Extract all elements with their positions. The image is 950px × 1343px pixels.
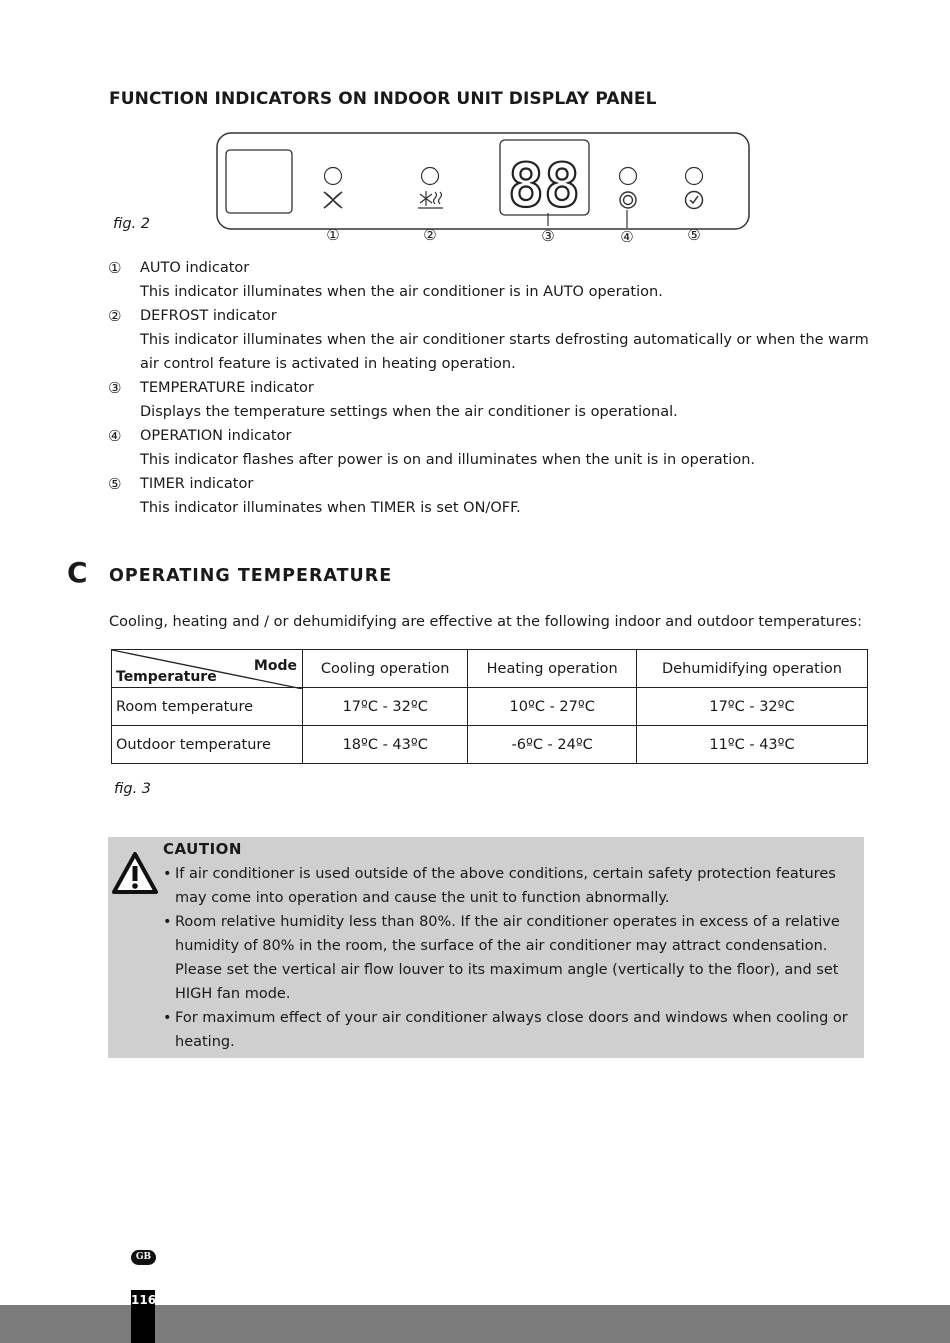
indicator-item (108, 376, 878, 424)
list-item (163, 1006, 863, 1054)
indicator-number: ① (108, 259, 122, 277)
column-header: Heating operation (468, 650, 637, 688)
callout-4: ④ (620, 228, 634, 246)
indicator-number: ② (108, 307, 122, 325)
column-header: Dehumidifying operation (636, 650, 867, 688)
row-label: Room temperature (112, 688, 303, 726)
led-auto (325, 168, 342, 185)
indicator-title: TEMPERATURE indicator (140, 380, 314, 396)
indicator-item (108, 256, 878, 304)
table-header-row (112, 650, 868, 688)
display-digits: 88 (507, 151, 581, 221)
intro-text: Cooling, heating and / or dehumidifying are effective at the following indoor and outdoor temperatures: (109, 614, 862, 630)
indicator-title: OPERATION indicator (140, 428, 292, 444)
caution-list (163, 862, 863, 1054)
corner-temperature-label: Temperature (116, 669, 217, 685)
indicator-description: Displays the temperature settings when the air conditioner is operational. (140, 404, 678, 420)
caution-text: Room relative humidity less than 80%. If the air conditioner operates in excess of a relative humidity of 80% in the room, the surface of the air conditioner may attract condensation. Please set the vertical air flow louver to its maximum angle (vertically to the floor), and set HIGH fan mode. (175, 914, 840, 1002)
indicator-number: ⑤ (108, 475, 122, 493)
table-cell: 17ºC - 32ºC (303, 688, 468, 726)
table-cell: 10ºC - 27ºC (468, 688, 637, 726)
indicator-description: This indicator flashes after power is on and illuminates when the unit is in operation. (140, 452, 756, 468)
indicator-item (108, 424, 878, 472)
callout-1: ① (326, 226, 340, 244)
language-badge: GB (131, 1250, 156, 1265)
table-row (112, 726, 868, 764)
indicator-title: TIMER indicator (140, 476, 254, 492)
list-item (163, 862, 863, 910)
section-title: OPERATING TEMPERATURE (109, 566, 393, 586)
indicator-list (108, 256, 878, 520)
column-header: Cooling operation (303, 650, 468, 688)
clock-icon (686, 192, 703, 209)
snowflake-heat-icon (418, 191, 443, 208)
indicator-description: This indicator illuminates when the air conditioner starts defrosting automatically or when the warm air control feature is activated in heating operation. (140, 332, 869, 372)
power-ring-icon (620, 192, 636, 208)
operating-temperature-table (111, 649, 868, 764)
indicator-title: AUTO indicator (140, 260, 250, 276)
caution-text: For maximum effect of your air conditioner always close doors and windows when cooling or heating. (175, 1010, 848, 1050)
led-operation (620, 168, 637, 185)
indicator-title: DEFROST indicator (140, 308, 277, 324)
indicator-item (108, 304, 878, 376)
led-defrost (422, 168, 439, 185)
callout-5: ⑤ (687, 226, 701, 244)
indicator-number: ③ (108, 379, 122, 397)
corner-mode-label: Mode (253, 658, 297, 674)
display-panel-diagram (210, 126, 755, 248)
indicator-item (108, 472, 878, 520)
indicator-number: ④ (108, 427, 122, 445)
figure-2-label: fig. 2 (113, 216, 151, 232)
page-heading: FUNCTION INDICATORS ON INDOOR UNIT DISPLAY PANEL (109, 89, 657, 109)
row-label: Outdoor temperature (112, 726, 303, 764)
auto-fan-icon (324, 192, 342, 208)
table-cell: -6ºC - 24ºC (468, 726, 637, 764)
table-cell: 11ºC - 43ºC (636, 726, 867, 764)
page-number: 116 (131, 1293, 157, 1307)
bullet: • (163, 914, 172, 930)
table-cell: 17ºC - 32ºC (636, 688, 867, 726)
callout-3: ③ (541, 227, 555, 245)
section-letter: C (67, 556, 88, 589)
table-corner-cell (112, 650, 303, 688)
list-item (163, 910, 863, 1006)
callout-2: ② (423, 226, 437, 244)
indicator-description: This indicator illuminates when the air conditioner is in AUTO operation. (140, 284, 663, 300)
bullet: • (163, 866, 172, 882)
bullet: • (163, 1010, 172, 1026)
caution-box (108, 837, 864, 1058)
table-cell: 18ºC - 43ºC (303, 726, 468, 764)
led-timer (686, 168, 703, 185)
indicator-description: This indicator illuminates when TIMER is set ON/OFF. (140, 500, 521, 516)
figure-3-label: fig. 3 (114, 781, 152, 797)
caution-title: CAUTION (163, 840, 242, 858)
caution-text: If air conditioner is used outside of the above conditions, certain safety protection features may come into operation and cause the unit to function abnormally. (175, 866, 836, 906)
table-row (112, 688, 868, 726)
warning-triangle-icon (111, 851, 159, 895)
